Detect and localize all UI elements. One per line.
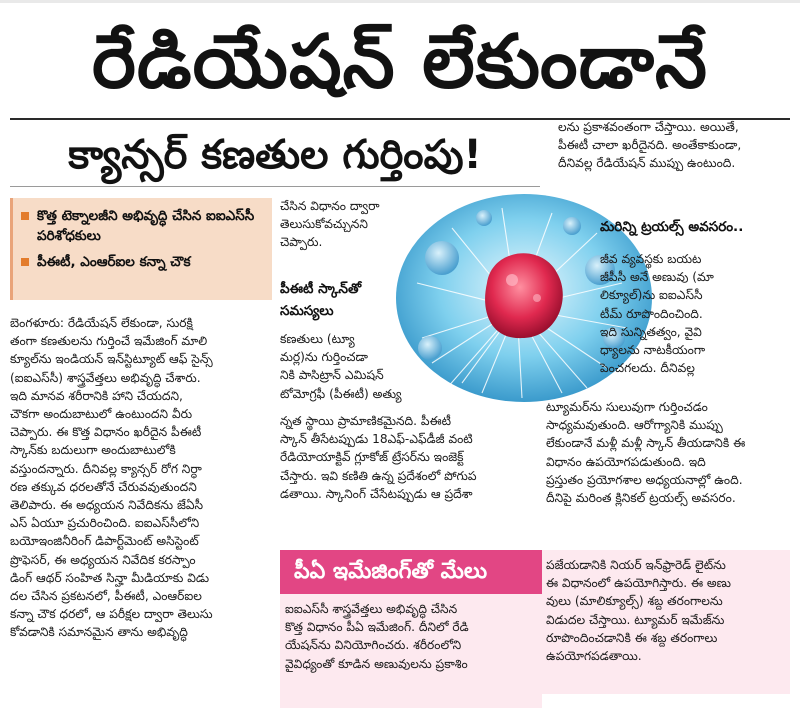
text-line: చెప్పారు. ఈ కొత్త విధానం ఖరీదైన పీఈటీ — [10, 425, 202, 440]
highlight-item — [21, 252, 266, 272]
heading-line: సమస్యలు — [280, 303, 334, 319]
top-border — [0, 0, 800, 3]
text-line: ఐఐఎస్‌సీ శాస్త్రవేత్తలు అభివృద్ధి చేసిన — [285, 602, 458, 616]
text-line: చేసిన విధానం ద్వారా — [280, 199, 380, 213]
text-line: సాధ్యమవుతుంది. ఆరోగ్యానికి ముప్పు — [546, 418, 723, 433]
text-line: ఎస్ ఏయూ ప్రచురించింది. ఐఐఎస్‌సీలోని — [10, 516, 200, 531]
highlight-text: కొత్త టెక్నాలజీని అభివృద్ధి చేసిన ఐఐఎస్‌సీ పరిశోధకులు — [37, 208, 255, 244]
text-line: కోవడానికి సమానమైన తాను అభివృద్ధి — [10, 625, 188, 640]
square-bullet-icon — [21, 258, 29, 266]
pet-text-narrow — [280, 330, 404, 412]
text-line: తెలిపారు. ఈ అధ్యయన నివేదికను జేఏసీ — [10, 498, 204, 513]
box-title: పీఏ ఇమేజింగ్‌తో మేలు — [280, 550, 542, 594]
heading-line: పీఈటీ స్కాన్‌తో — [280, 281, 362, 297]
text-line: న్నత స్థాయి ప్రామాణికమైనది. పీఈటీ — [280, 414, 452, 428]
text-line: ఉపయోగపడతాయి. — [546, 649, 642, 664]
text-line: విడుదల చేస్తాయి. ట్యూమర్ ఇమేజ్‌ను — [546, 612, 725, 627]
text-line: యేషన్‌ను వినియోగించరు. శరీరంలోని — [285, 638, 462, 653]
text-line: లిక్యూల్)ను ఐఐఎస్‌సీ — [600, 288, 703, 303]
box-right-text — [546, 556, 790, 686]
text-line: రూపొందించడానికి ఈ శబ్ద తరంగాలు — [546, 630, 718, 645]
text-line: స్కాన్‌కు బదులుగా అందుబాటులోకి — [10, 443, 176, 458]
text-line: పీఈటీ చాలా ఖరీదైనది. అంతేకాకుండా, — [558, 138, 742, 153]
text-line: ట్యూమర్‌ను సులువుగా గుర్తించడం — [546, 400, 708, 414]
text-line: ఈ విధానంలో ఉపయోగిస్తారు. ఈ అణు — [546, 576, 731, 591]
text-line: ప్రొఫెసర్, ఈ అధ్యయన నివేదిక కరస్పాం — [10, 552, 196, 567]
trials-heading: మరిన్ని ట్రయల్స్ అవసరం.. — [600, 219, 744, 235]
headline: రేడియేషన్ లేకుండానే — [92, 19, 708, 105]
text-line: తెలుసుకోవచ్చునని — [280, 217, 368, 232]
text-line: ప్రస్తుతం ప్రయోగశాల అధ్యయనాల్లో ఉంది. — [546, 472, 743, 487]
pet-problems-heading — [280, 278, 361, 322]
middle-column-body — [280, 412, 596, 536]
text-line: ధ్యాలను నాటకీయంగా — [600, 343, 706, 358]
highlights-box — [10, 198, 272, 300]
text-line: వైవిధ్యంతో కూడిన అణువులను ప్రకాశిం — [285, 656, 468, 671]
text-line: పజేయడానికి నియర్ ఇన్‌ఫ్రారెడ్ లైట్‌ను — [546, 558, 726, 572]
text-line: బయోఇంజినీరింగ్ డిపార్ట్‌మెంట్ అసిస్టెంట్ — [10, 534, 199, 549]
text-line: డింగ్ ఆథర్ సంహిత సిన్హా మీడియాకు విడు — [10, 570, 210, 585]
text-line: వస్తుందన్నారు. దీనివల్ల క్యాన్సర్ రోగ నిర్ధా — [10, 461, 202, 476]
text-line: రేడియోయాక్టివ్ గ్లూకోజ్ ట్రేసర్‌ను ఇంజెక్ట్ — [280, 450, 464, 465]
text-line: విధానం ఉపయోగపడుతుంది. ఇది — [546, 454, 706, 469]
text-line: ఇది మానవ శరీరానికి హాని చేయదని, — [10, 388, 183, 403]
text-line: వులు (మాలిక్యూల్స్) శబ్ద తరంగాలను — [546, 594, 723, 609]
box-left-text — [285, 600, 555, 708]
left-column-body — [10, 314, 272, 708]
text-line: రణ తక్కువ ధరలతోనే చేరువవుతుందని — [10, 479, 197, 494]
text-line: దీనిపై మరింత క్లినికల్ ట్రయల్స్ అవసరం. — [546, 491, 736, 506]
square-bullet-icon — [21, 212, 29, 220]
text-line: క్యూల్‌ను ఇండియన్ ఇన్‌స్టిట్యూట్ ఆఫ్ సైన్స్ — [10, 352, 213, 367]
text-line: చౌకగా అందుబాటులో ఉంటుందని వీరు — [10, 407, 193, 422]
text-line: మర్ల)ను గుర్తించడా — [280, 350, 368, 365]
text-line: డతాయి. స్కానింగ్ చేసేటప్పుడు ఆ ప్రదేశా — [280, 486, 473, 501]
text-line: జీవ వ్యవస్థకు బయట — [600, 252, 702, 266]
text-line: నికి పాసిట్రాన్ ఎమిషన్ — [280, 368, 384, 383]
text-line: (ఐఐఎస్‌సీ) శాస్త్రవేత్తలు అభివృద్ధి చేశారు. — [10, 370, 201, 385]
text-line: దీనివల్ల రేడియేషన్ ముప్పు ఉంటుంది. — [558, 156, 736, 171]
text-line: లను ప్రకాశవంతంగా చేస్తాయి. అయితే, — [558, 120, 739, 134]
text-line: చెప్పారు. — [280, 235, 323, 250]
highlight-text: పీఈటీ, ఎంఆర్ఐల కన్నా చౌక — [37, 254, 191, 270]
text-line: స్కాన్ తీసేటప్పుడు 18ఎఫ్-ఎఫ్‌డీజీ వంటి — [280, 432, 473, 447]
text-line: పెంచగలదు. దీనివల్ల — [600, 361, 695, 376]
text-line: కొత్త విధానం పీఏ ఇమేజింగ్. దీనిలో రేడి — [285, 620, 469, 635]
text-line: కన్నా చౌక ధరలో, ఆ పరీక్షల ద్వారా తెలుసు — [10, 607, 213, 622]
text-line: టోమోగ్రఫీ (పీఈటీ) అత్యు — [280, 386, 402, 401]
text-line: జీపీసీ అనే అణువు (మా — [600, 270, 714, 285]
text-line: లేకుండానే మళ్లీ మళ్లీ స్కాన్ తీయడానికి ఈ — [546, 436, 746, 451]
right-column-top — [558, 118, 790, 186]
text-line: చేస్తారు. ఇవి కణితి ఉన్న ప్రదేశంలో పోగుప — [280, 468, 477, 483]
text-line: ఇది సున్నితత్వం, వైవి — [600, 324, 702, 339]
text-line: తంగా కణతులను గుర్తించే ఇమేజింగ్ మాలి — [10, 334, 208, 349]
highlight-item — [21, 206, 266, 246]
text-line: దల చేసిన ప్రకటనలో, పీఈటీ, ఎంఆర్ఐల — [10, 589, 202, 604]
text-line: కణతులు (ట్యూ — [280, 332, 355, 346]
subheadline: క్యాన్సర్ కణతుల గుర్తింపు! — [68, 132, 482, 178]
text-line: బెంగళూరు: రేడియేషన్ లేకుండా, సురక్షి — [10, 316, 193, 330]
text-line: టీమ్ రూపొందించింది. — [600, 306, 703, 321]
subheadline-rule — [10, 186, 540, 187]
